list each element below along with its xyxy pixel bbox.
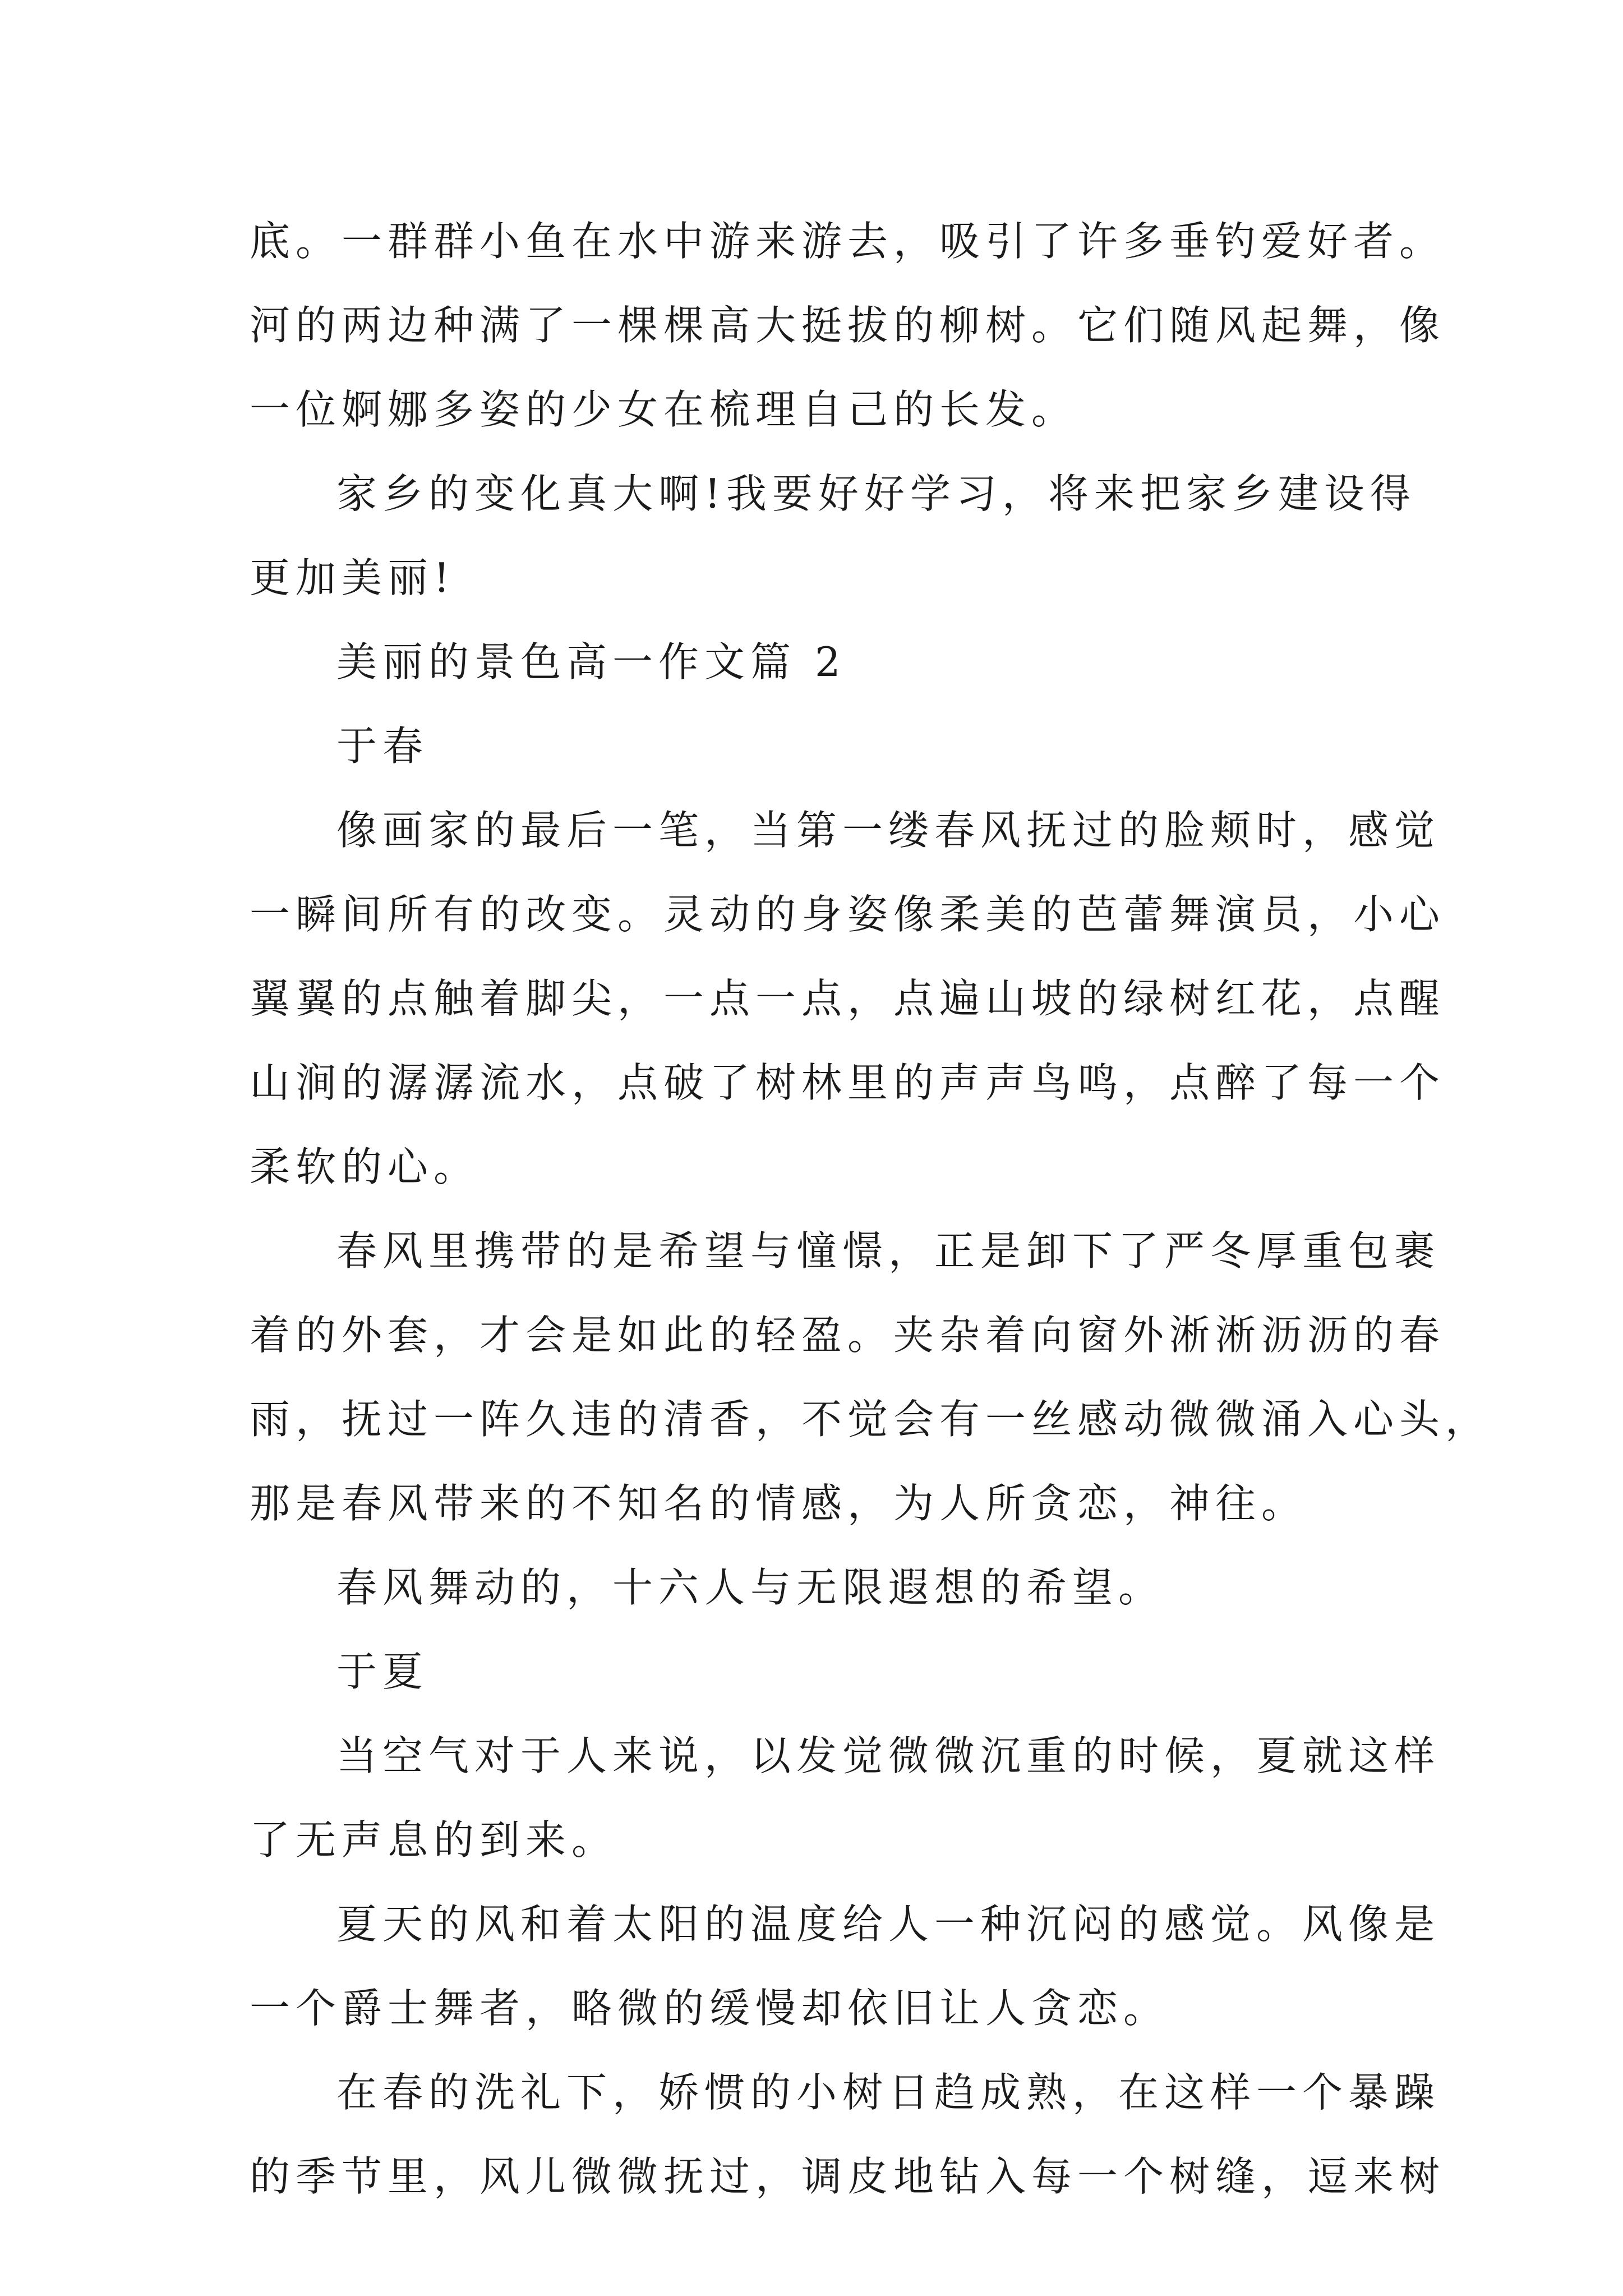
- text-line: 了无声息的到来。: [250, 1816, 618, 1864]
- text-line: 春风里携带的是希望与憧憬，正是卸下了严冬厚重包裹: [336, 1227, 1441, 1274]
- text-line: 柔软的心。: [250, 1143, 480, 1190]
- text-line: 山涧的潺潺流水，点破了树林里的声声鸟鸣，点醉了每一个: [250, 1059, 1446, 1106]
- text-line: 一瞬间所有的改变。灵动的身姿像柔美的芭蕾舞演员，小心: [250, 891, 1446, 938]
- text-line: 翼翼的点触着脚尖，一点一点，点遍山坡的绿树红花，点醒: [250, 975, 1446, 1022]
- text-line: 当空气对于人来说，以发觉微微沉重的时候，夏就这样: [336, 1732, 1441, 1779]
- text-line: 春风舞动的，十六人与无限遐想的希望。: [336, 1564, 1165, 1611]
- text-line: 一个爵士舞者，略微的缓慢却依旧让人贪恋。: [250, 1985, 1170, 2032]
- section-heading: 美丽的景色高一作文篇 2: [336, 638, 846, 685]
- text-line: 一位婀娜多姿的少女在梳理自己的长发。: [250, 386, 1078, 433]
- text-line: 雨，抚过一阵久违的清香，不觉会有一丝感动微微涌入心头，: [250, 1396, 1492, 1443]
- text-line: 夏天的风和着太阳的温度给人一种沉闷的感觉。风像是: [336, 1901, 1441, 1948]
- subheading-spring: 于春: [336, 723, 429, 770]
- text-line: 那是春风带来的不知名的情感，为人所贪恋，神往。: [250, 1480, 1308, 1527]
- text-line: 着的外套，才会是如此的轻盈。夹杂着向窗外淅淅沥沥的春: [250, 1312, 1446, 1359]
- text-line: 家乡的变化真大啊!我要好好学习，将来把家乡建设得: [336, 470, 1416, 517]
- text-line: 河的两边种满了一棵棵高大挺拔的柳树。它们随风起舞，像: [250, 302, 1446, 349]
- subheading-summer: 于夏: [336, 1648, 429, 1695]
- text-line: 像画家的最后一笔，当第一缕春风抚过的脸颊时，感觉: [336, 807, 1441, 854]
- text-line: 在春的洗礼下，娇惯的小树日趋成熟，在这样一个暴躁: [336, 2069, 1441, 2116]
- text-line: 底。一群群小鱼在水中游来游去，吸引了许多垂钓爱好者。: [250, 218, 1446, 265]
- text-line: 更加美丽!: [250, 554, 455, 601]
- text-line: 的季节里，风儿微微抚过，调皮地钻入每一个树缝，逗来树: [250, 2153, 1446, 2200]
